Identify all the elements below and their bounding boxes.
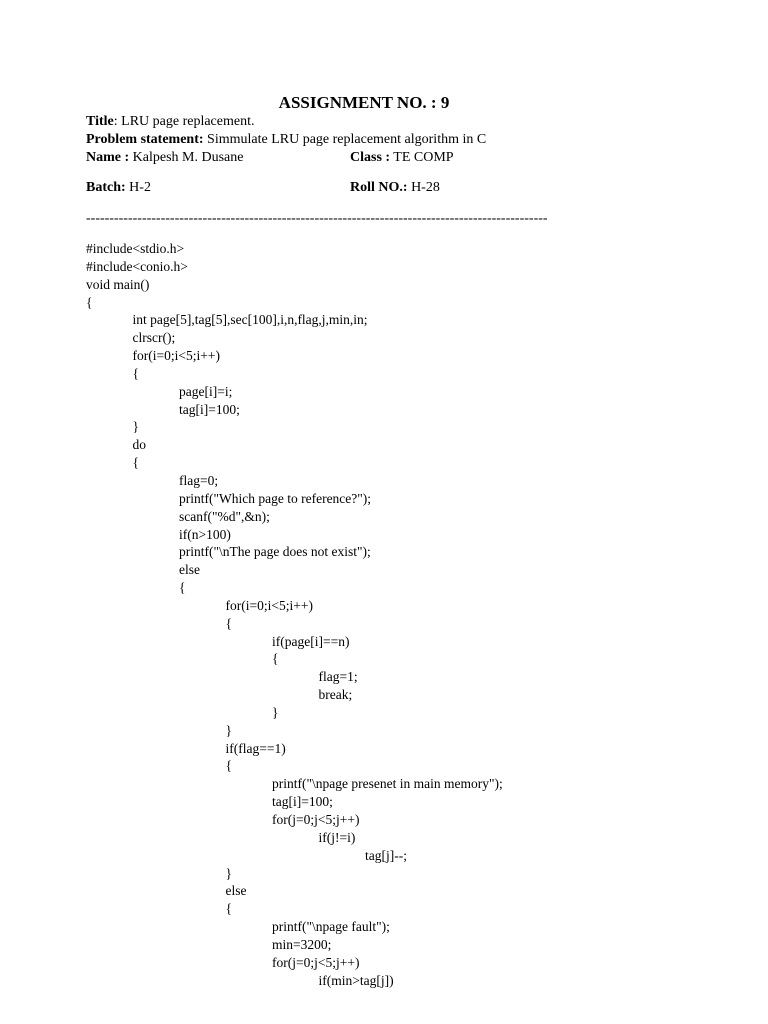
code-line: page[i]=i; bbox=[179, 383, 233, 399]
code-line: for(i=0;i<5;i++) bbox=[225, 597, 313, 613]
code-line: } bbox=[225, 722, 232, 738]
code-line: #include<conio.h> bbox=[86, 258, 188, 274]
code-line: for(i=0;i<5;i++) bbox=[132, 348, 220, 364]
code-line: void main() bbox=[86, 276, 150, 292]
code-line: if(page[i]==n) bbox=[272, 633, 350, 649]
code-line: tag[i]=100; bbox=[272, 794, 333, 810]
section-divider: --------------------------------------------------------------------------------------------------- bbox=[86, 211, 548, 226]
code-line: for(j=0;j<5;j++) bbox=[272, 954, 360, 970]
roll-number-label: Roll NO.: bbox=[350, 180, 408, 195]
code-listing bbox=[86, 240, 726, 989]
code-line: clrscr(); bbox=[132, 330, 176, 346]
code-line: else bbox=[179, 562, 200, 578]
problem-statement-line bbox=[86, 131, 486, 149]
batch-value: H-2 bbox=[125, 180, 151, 195]
code-line: printf("Which page to reference?"); bbox=[179, 490, 372, 506]
code-line: { bbox=[272, 651, 279, 667]
code-line: { bbox=[225, 615, 232, 631]
name-field bbox=[86, 149, 243, 167]
code-line: if(flag==1) bbox=[225, 740, 286, 756]
batch-field bbox=[86, 179, 151, 197]
code-line: printf("\npage presenet in main memory"); bbox=[272, 776, 503, 792]
code-line: } bbox=[225, 865, 232, 881]
code-line: break; bbox=[318, 687, 353, 703]
code-line: if(n>100) bbox=[179, 526, 231, 542]
code-line: printf("\npage fault"); bbox=[272, 919, 390, 935]
batch-label: Batch: bbox=[86, 180, 126, 195]
code-line: { bbox=[86, 294, 93, 310]
assignment-heading: ASSIGNMENT NO. : 9 bbox=[278, 93, 450, 112]
name-value: Kalpesh M. Dusane bbox=[129, 150, 244, 165]
roll-number-field bbox=[350, 179, 440, 197]
code-line: scanf("%d",&n); bbox=[179, 508, 270, 524]
problem-statement-label: Problem statement: bbox=[86, 132, 204, 147]
code-line: { bbox=[179, 580, 186, 596]
code-line: if(min>tag[j]) bbox=[318, 972, 394, 988]
code-line: } bbox=[132, 419, 139, 435]
code-line: min=3200; bbox=[272, 936, 332, 952]
code-line: flag=1; bbox=[318, 669, 358, 685]
code-line: { bbox=[225, 901, 232, 917]
roll-number-value: H-28 bbox=[407, 180, 440, 195]
title-line bbox=[86, 113, 254, 131]
code-line: else bbox=[225, 883, 247, 899]
code-line: { bbox=[225, 758, 232, 774]
class-label: Class : bbox=[350, 150, 391, 165]
code-line: tag[i]=100; bbox=[179, 401, 240, 417]
title-value: : LRU page replacement. bbox=[113, 114, 255, 129]
class-value: TE COMP bbox=[390, 150, 454, 165]
problem-statement-value: Simmulate LRU page replacement algorithm in C bbox=[203, 132, 487, 147]
class-field bbox=[350, 149, 454, 167]
code-line: printf("\nThe page does not exist"); bbox=[179, 544, 371, 560]
code-line: { bbox=[132, 455, 139, 471]
code-line: tag[j]--; bbox=[365, 847, 407, 863]
name-label: Name : bbox=[86, 150, 130, 165]
title-label: Title bbox=[86, 114, 114, 129]
code-line: do bbox=[132, 437, 146, 453]
code-line: { bbox=[132, 365, 139, 381]
code-line: if(j!=i) bbox=[318, 829, 356, 845]
code-line: } bbox=[272, 704, 279, 720]
code-line: int page[5],tag[5],sec[100],i,n,flag,j,min,in; bbox=[132, 312, 368, 328]
code-line: for(j=0;j<5;j++) bbox=[272, 812, 360, 827]
code-line: flag=0; bbox=[179, 472, 219, 488]
code-line: #include<stdio.h> bbox=[86, 241, 185, 256]
